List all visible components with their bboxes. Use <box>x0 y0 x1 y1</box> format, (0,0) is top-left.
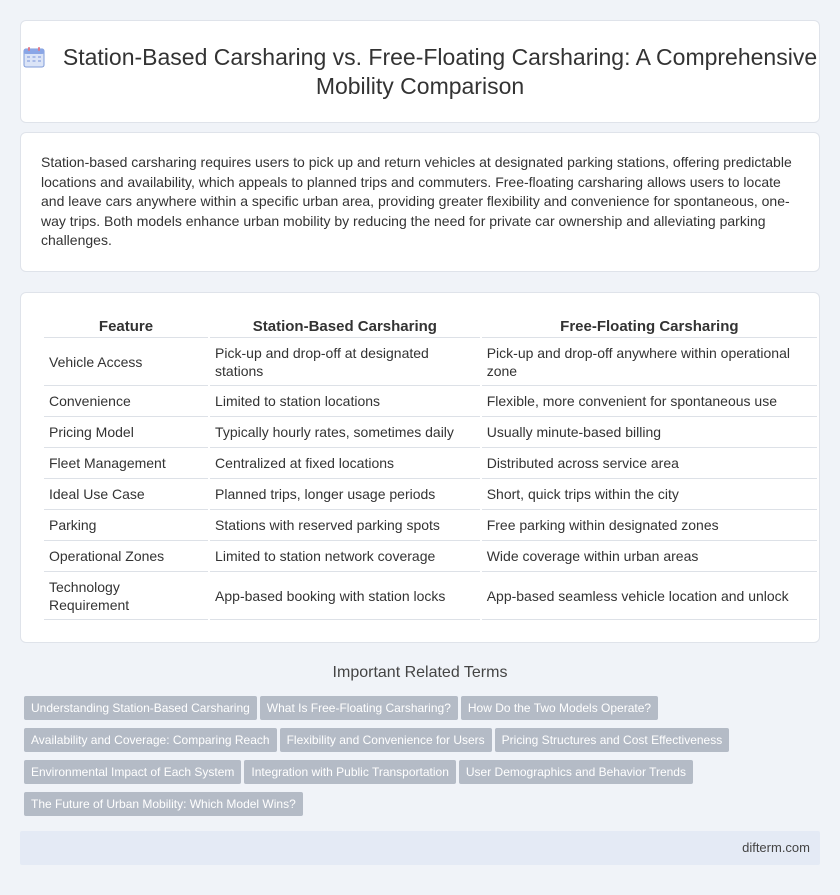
table-cell-floating: Wide coverage within urban areas <box>482 541 817 572</box>
related-term-tag[interactable]: How Do the Two Models Operate? <box>461 696 658 720</box>
related-term-tag[interactable]: Integration with Public Transportation <box>244 760 455 784</box>
table-cell-station: Typically hourly rates, sometimes daily <box>210 417 480 448</box>
table-row <box>44 338 817 386</box>
tag-row <box>24 760 824 784</box>
table-row <box>44 386 817 417</box>
table-cell-floating: App-based seamless vehicle location and unlock <box>482 572 817 620</box>
table-header-row <box>44 316 817 338</box>
related-term-tag[interactable]: Environmental Impact of Each System <box>24 760 241 784</box>
related-term-tag[interactable]: User Demographics and Behavior Trends <box>459 760 693 784</box>
tag-row <box>24 792 824 816</box>
page-title-wrap <box>21 43 819 101</box>
table-cell-feature: Convenience <box>44 386 208 417</box>
table-cell-station: App-based booking with station locks <box>210 572 480 620</box>
related-term-tag[interactable]: Understanding Station-Based Carsharing <box>24 696 257 720</box>
tag-row <box>24 696 824 720</box>
related-terms-list <box>24 696 824 824</box>
table-cell-station: Planned trips, longer usage periods <box>210 479 480 510</box>
table-cell-station: Stations with reserved parking spots <box>210 510 480 541</box>
table-cell-station: Limited to station network coverage <box>210 541 480 572</box>
table-cell-feature: Operational Zones <box>44 541 208 572</box>
table-cell-floating: Flexible, more convenient for spontaneous use <box>482 386 817 417</box>
header-feature: Feature <box>44 316 208 338</box>
table-row <box>44 417 817 448</box>
table-cell-floating: Usually minute-based billing <box>482 417 817 448</box>
table-cell-feature: Vehicle Access <box>44 338 208 386</box>
table-cell-floating: Pick-up and drop-off anywhere within operational zone <box>482 338 817 386</box>
page-title: Station-Based Carsharing vs. Free-Floating Carsharing: A Comprehensive Mobility Comparison <box>62 44 818 99</box>
table-cell-floating: Free parking within designated zones <box>482 510 817 541</box>
intro-card <box>20 132 820 272</box>
tag-row <box>24 728 824 752</box>
related-term-tag[interactable]: Pricing Structures and Cost Effectiveness <box>495 728 730 752</box>
comparison-table-card <box>20 292 820 643</box>
table-cell-feature: Ideal Use Case <box>44 479 208 510</box>
calendar-icon <box>23 46 45 68</box>
table-cell-station: Limited to station locations <box>210 386 480 417</box>
table-row <box>44 479 817 510</box>
table-row <box>44 448 817 479</box>
table-cell-station: Pick-up and drop-off at designated stations <box>210 338 480 386</box>
related-term-tag[interactable]: Flexibility and Convenience for Users <box>280 728 492 752</box>
table-cell-feature: Fleet Management <box>44 448 208 479</box>
table-cell-floating: Distributed across service area <box>482 448 817 479</box>
table-row <box>44 572 817 620</box>
header-free-floating: Free-Floating Carsharing <box>482 316 817 338</box>
related-term-tag[interactable]: Availability and Coverage: Comparing Reach <box>24 728 277 752</box>
comparison-table <box>42 316 819 620</box>
table-cell-feature: Parking <box>44 510 208 541</box>
table-row <box>44 510 817 541</box>
table-cell-feature: Pricing Model <box>44 417 208 448</box>
related-term-tag[interactable]: The Future of Urban Mobility: Which Model Wins? <box>24 792 303 816</box>
table-cell-floating: Short, quick trips within the city <box>482 479 817 510</box>
intro-paragraph: Station-based carsharing requires users to pick up and return vehicles at designated parking stations, offering predictable locations and availability, which appeals to planned trips and commuters. Free-floating carsharing allows users to locate and leave cars anywhere within a specific urban area, providing greater flexibility and convenience for spontaneous, one-way trips. Both models enhance urban mobility by reducing the need for private car ownership and alleviating parking challenges. <box>41 154 792 248</box>
related-terms-title: Important Related Terms <box>332 664 508 681</box>
footer <box>20 831 820 865</box>
related-term-tag[interactable]: What Is Free-Floating Carsharing? <box>260 696 458 720</box>
title-card <box>20 20 820 123</box>
table-row <box>44 541 817 572</box>
table-cell-feature: Technology Requirement <box>44 572 208 620</box>
header-station-based: Station-Based Carsharing <box>210 316 480 338</box>
table-cell-station: Centralized at fixed locations <box>210 448 480 479</box>
footer-site-link[interactable]: difterm.com <box>742 840 810 855</box>
